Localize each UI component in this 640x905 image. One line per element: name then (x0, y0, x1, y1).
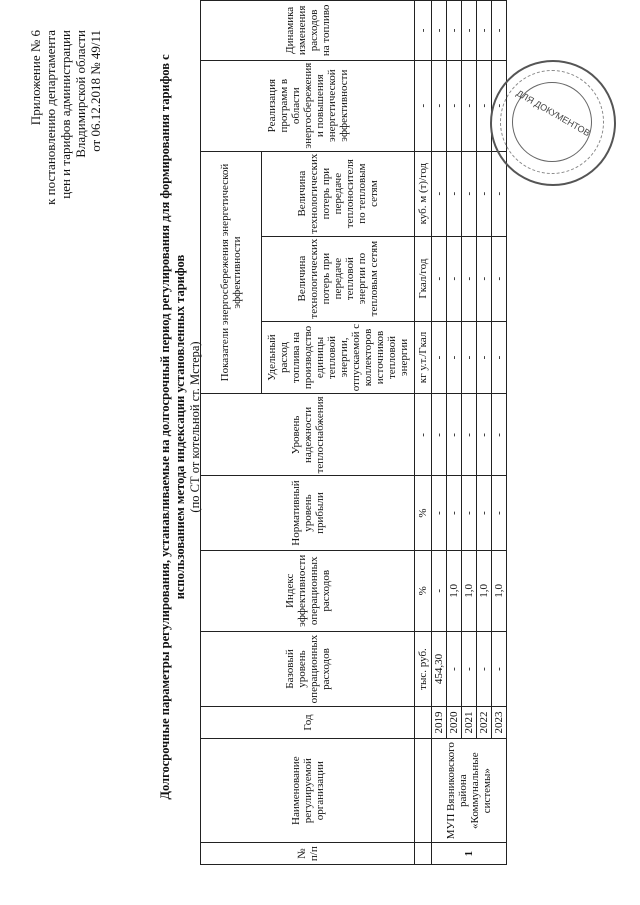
table-row (447, 1, 462, 865)
units-cell: Гкал/год (415, 236, 432, 321)
cell-norm-profit: - (462, 476, 477, 550)
units-cell: % (415, 550, 432, 631)
header-heat-loss: Величина технологических потерь при передаче тепловой энергии по тепловым сетям (262, 236, 415, 321)
document-title (158, 37, 203, 817)
units-row (415, 1, 432, 865)
cell-reliability: - (432, 394, 447, 476)
cell-eff-index: 1,0 (492, 550, 507, 631)
header-line: цен и тарифов администрации (58, 30, 73, 199)
official-seal-icon (490, 60, 616, 186)
cell-heat-loss: - (462, 236, 477, 321)
table-row (432, 1, 447, 865)
cell-carrier-loss: - (492, 151, 507, 236)
cell-programs: - (477, 60, 492, 151)
units-cell: - (415, 1, 432, 61)
units-cell: - (415, 394, 432, 476)
header-line: Владимирской области (73, 30, 88, 158)
cell-heat-loss: - (447, 236, 462, 321)
units-cell: - (415, 60, 432, 151)
cell-norm-profit: - (447, 476, 462, 550)
title-main: Долгосрочные параметры регулирования, устанавливаемые на долгосрочный период регулирования для формирования тарифов с использованием метода индексации установленных тарифов (158, 54, 187, 800)
cell-programs: - (462, 60, 477, 151)
cell-heat-loss: - (432, 236, 447, 321)
cell-eff-index: 1,0 (477, 550, 492, 631)
cell-carrier-loss: - (462, 151, 477, 236)
seal-text: ДЛЯ ДОКУМЕНТОВ (514, 87, 592, 139)
units-cell (415, 843, 432, 865)
header-fuel-rate: Удельный расход топлива на производство единицы тепловой энергии, отпускаемой с коллекторов источников тепловой энергии (262, 321, 415, 394)
cell-reliability: - (447, 394, 462, 476)
cell-carrier-loss: - (477, 151, 492, 236)
header-eff-index: Индекс эффективности операционных расходов (201, 550, 415, 631)
units-cell: тыс. руб. (415, 631, 432, 706)
header-year: Год (201, 707, 415, 739)
cell-base-opex: - (477, 631, 492, 706)
cell-fuel-dynamics: - (462, 1, 477, 61)
cell-base-opex: 454,30 (432, 631, 447, 706)
row-num: 1 (432, 843, 507, 865)
cell-norm-profit: - (432, 476, 447, 550)
header-reliability: Уровень надежности теплоснабжения (201, 394, 415, 476)
cell-fuel-dynamics: - (432, 1, 447, 61)
cell-year: 2021 (462, 707, 477, 739)
table-row (462, 1, 477, 865)
cell-heat-loss: - (477, 236, 492, 321)
cell-fuel-dynamics: - (492, 1, 507, 61)
cell-carrier-loss: - (447, 151, 462, 236)
cell-norm-profit: - (477, 476, 492, 550)
cell-year: 2022 (477, 707, 492, 739)
cell-eff-index: 1,0 (462, 550, 477, 631)
cell-reliability: - (477, 394, 492, 476)
header-programs: Реализация программ в области энергосбережения и повышения энергетической эффективности (201, 60, 415, 151)
cell-carrier-loss: - (432, 151, 447, 236)
cell-norm-profit: - (492, 476, 507, 550)
table-row (477, 1, 492, 865)
cell-programs: - (432, 60, 447, 151)
units-cell: кг у.т./Гкал (415, 321, 432, 394)
header-org: Наименование регулируемой организации (201, 739, 415, 843)
header-line: к постановлению департамента (43, 30, 58, 205)
cell-fuel-rate: - (447, 321, 462, 394)
cell-fuel-dynamics: - (477, 1, 492, 61)
header-fuel-dynamics: Динамика изменения расходов на топливо (201, 1, 415, 61)
cell-fuel-dynamics: - (447, 1, 462, 61)
units-cell: % (415, 476, 432, 550)
cell-eff-index: - (432, 550, 447, 631)
header-line: Приложение № 6 (28, 30, 43, 126)
cell-year: 2020 (447, 707, 462, 739)
cell-base-opex: - (492, 631, 507, 706)
cell-fuel-rate: - (492, 321, 507, 394)
document-header (28, 30, 103, 390)
cell-eff-index: 1,0 (447, 550, 462, 631)
units-cell (415, 739, 432, 843)
units-cell: куб. м (т)/год (415, 151, 432, 236)
cell-year: 2023 (492, 707, 507, 739)
cell-base-opex: - (462, 631, 477, 706)
header-row-1 (201, 1, 262, 865)
header-energy-eff-group: Показатели энергосбережения энергетической эффективности (201, 151, 262, 394)
row-org: МУП Вязниковского района «Коммунальные системы» (432, 739, 507, 843)
header-norm-profit: Нормативный уровень прибыли (201, 476, 415, 550)
units-cell (415, 707, 432, 739)
header-line: от 06.12.2018 № 49/11 (88, 30, 103, 152)
header-carrier-loss: Величина технологических потерь при передаче теплоносителя по тепловым сетям (262, 151, 415, 236)
cell-fuel-rate: - (477, 321, 492, 394)
parameters-table (200, 0, 507, 865)
cell-reliability: - (492, 394, 507, 476)
title-subtitle: (по СТ от котельной ст. Мстера) (188, 341, 202, 513)
cell-programs: - (492, 60, 507, 151)
cell-base-opex: - (447, 631, 462, 706)
cell-programs: - (447, 60, 462, 151)
cell-fuel-rate: - (462, 321, 477, 394)
header-num: № п/п (201, 843, 415, 865)
cell-year: 2019 (432, 707, 447, 739)
cell-fuel-rate: - (432, 321, 447, 394)
header-base-opex: Базовый уровень операционных расходов (201, 631, 415, 706)
cell-heat-loss: - (492, 236, 507, 321)
cell-reliability: - (462, 394, 477, 476)
